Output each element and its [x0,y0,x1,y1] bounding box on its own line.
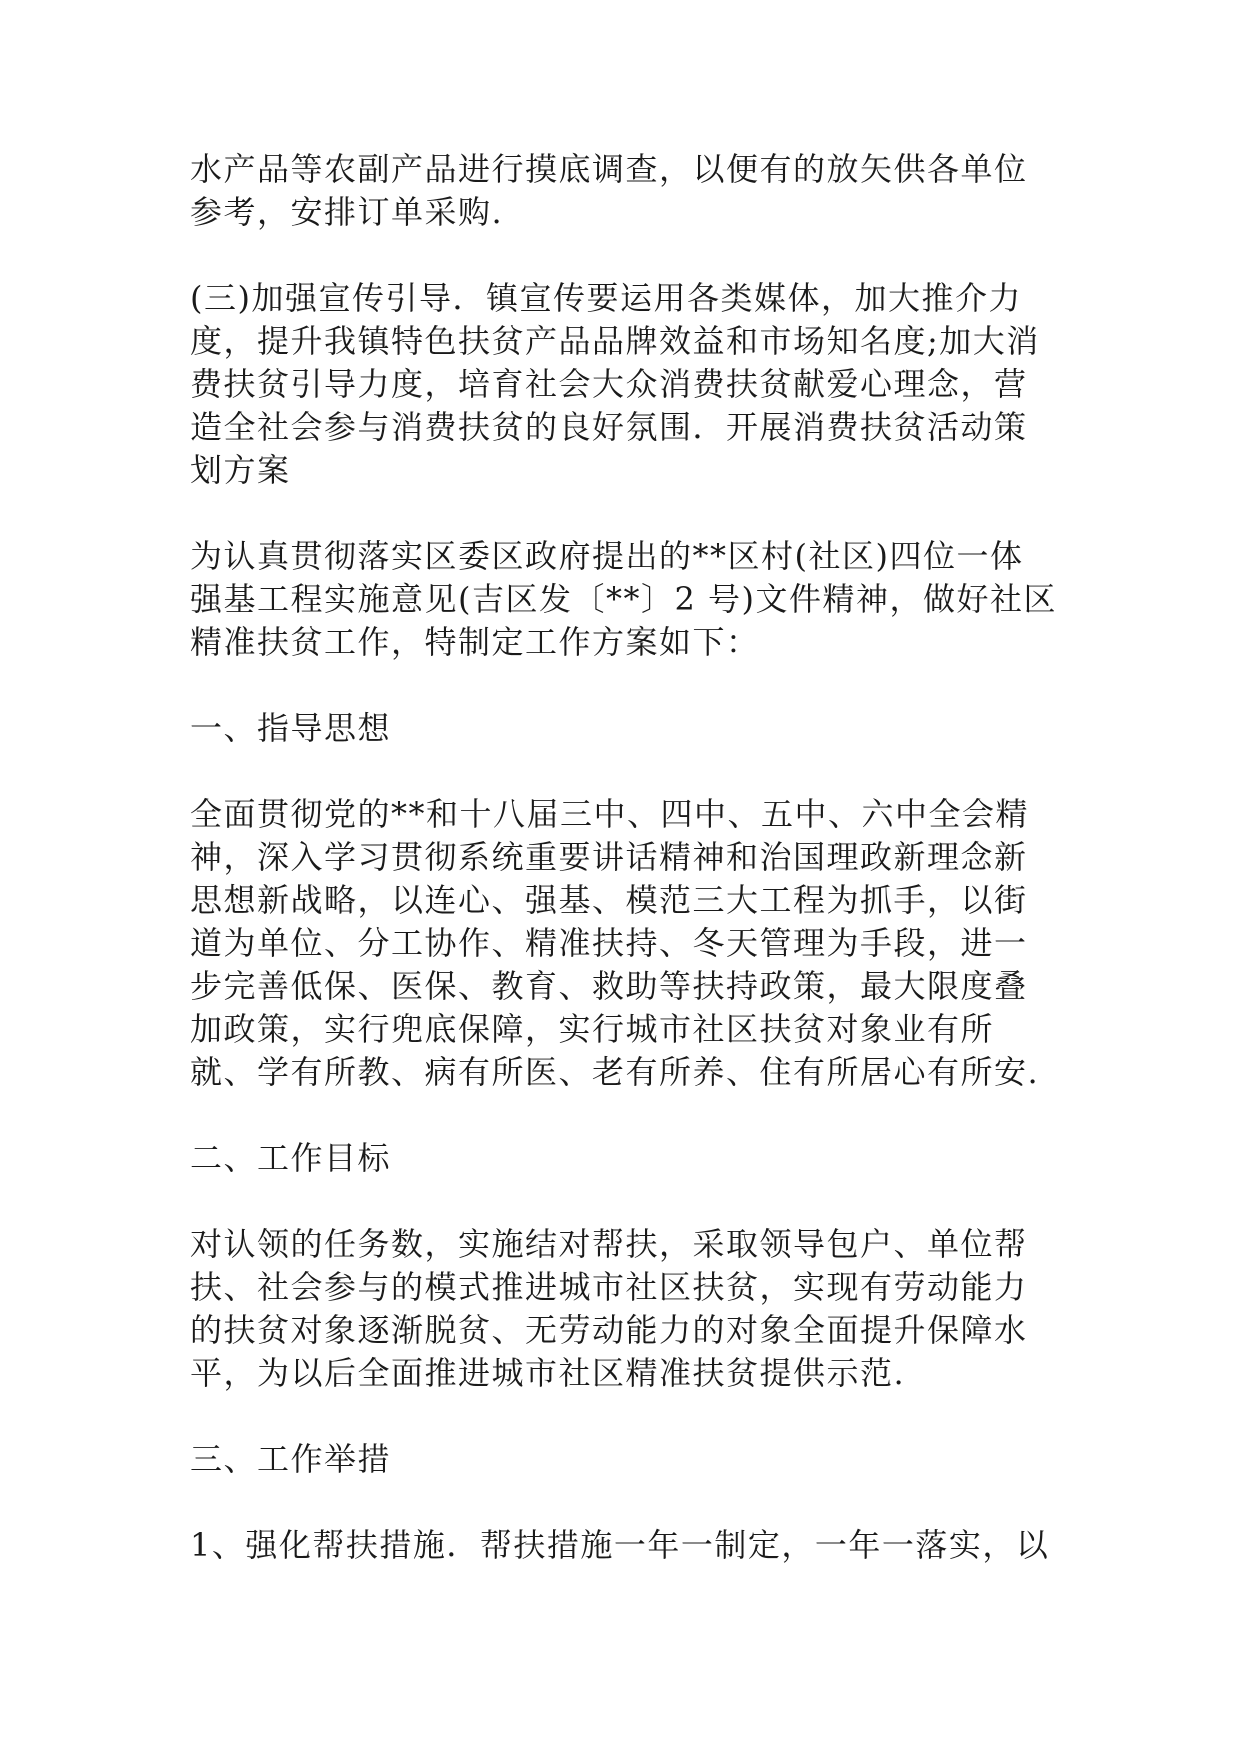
document-body [190,148,1070,1610]
text-line: 1、强化帮扶措施．帮扶措施一年一制定，一年一落实，以 [190,1526,1050,1564]
paragraph-survey [190,148,1070,234]
text-line: 水产品等农副产品进行摸底调查，以便有的放矢供各单位 [190,150,1028,188]
paragraph-publicity [190,277,1070,492]
text-line: 道为单位、分工协作、精准扶持、冬天管理为手段，进一 [190,924,1028,962]
section-heading-guiding-thought [190,707,1070,750]
paragraph-guiding-thought [190,793,1070,1094]
text-line: 精准扶贫工作，特制定工作方案如下： [190,623,760,661]
text-line: 平，为以后全面推进城市社区精准扶贫提供示范. [190,1354,906,1392]
heading-text: 三、工作举措 [190,1440,392,1478]
heading-text: 二、工作目标 [190,1139,392,1177]
text-line: 思想新战略，以连心、强基、模范三大工程为抓手，以街 [190,881,1028,919]
text-line: 全面贯彻党的**和十八届三中、四中、五中、六中全会精 [190,795,1030,833]
paragraph-intro [190,535,1070,664]
text-line: 就、学有所教、病有所医、老有所养、住有所居心有所安. [190,1053,1040,1091]
text-line: 扶、社会参与的模式推进城市社区扶贫，实现有劳动能力 [190,1268,1028,1306]
text-line: 的扶贫对象逐渐脱贫、无劳动能力的对象全面提升保障水 [190,1311,1028,1349]
paragraph-work-goals [190,1223,1070,1395]
text-line: 参考，安排订单采购. [190,193,504,231]
text-line: 费扶贫引导力度，培育社会大众消费扶贫献爱心理念，营 [190,365,1028,403]
text-line: 对认领的任务数，实施结对帮扶，采取领导包户、单位帮 [190,1225,1028,1263]
text-line: 步完善低保、医保、教育、救助等扶持政策，最大限度叠 [190,967,1028,1005]
text-line: 神，深入学习贯彻系统重要讲话精神和治国理政新理念新 [190,838,1028,876]
text-line: (三)加强宣传引导．镇宣传要运用各类媒体，加大推介力 [190,279,1022,317]
text-line: 为认真贯彻落实区委区政府提出的**区村(社区)四位一体 [190,537,1024,575]
section-heading-work-goals [190,1137,1070,1180]
section-heading-work-measures [190,1438,1070,1481]
text-line: 划方案 [190,451,291,489]
text-line: 度，提升我镇特色扶贫产品品牌效益和市场知名度;加大消 [190,322,1040,360]
text-line: 强基工程实施意见(吉区发〔**〕2 号)文件精神，做好社区 [190,580,1058,618]
heading-text: 一、指导思想 [190,709,392,747]
text-line: 加政策，实行兜底保障，实行城市社区扶贫对象业有所 [190,1010,995,1048]
text-line: 造全社会参与消费扶贫的良好氛围．开展消费扶贫活动策 [190,408,1028,446]
paragraph-measure-1 [190,1524,1070,1567]
